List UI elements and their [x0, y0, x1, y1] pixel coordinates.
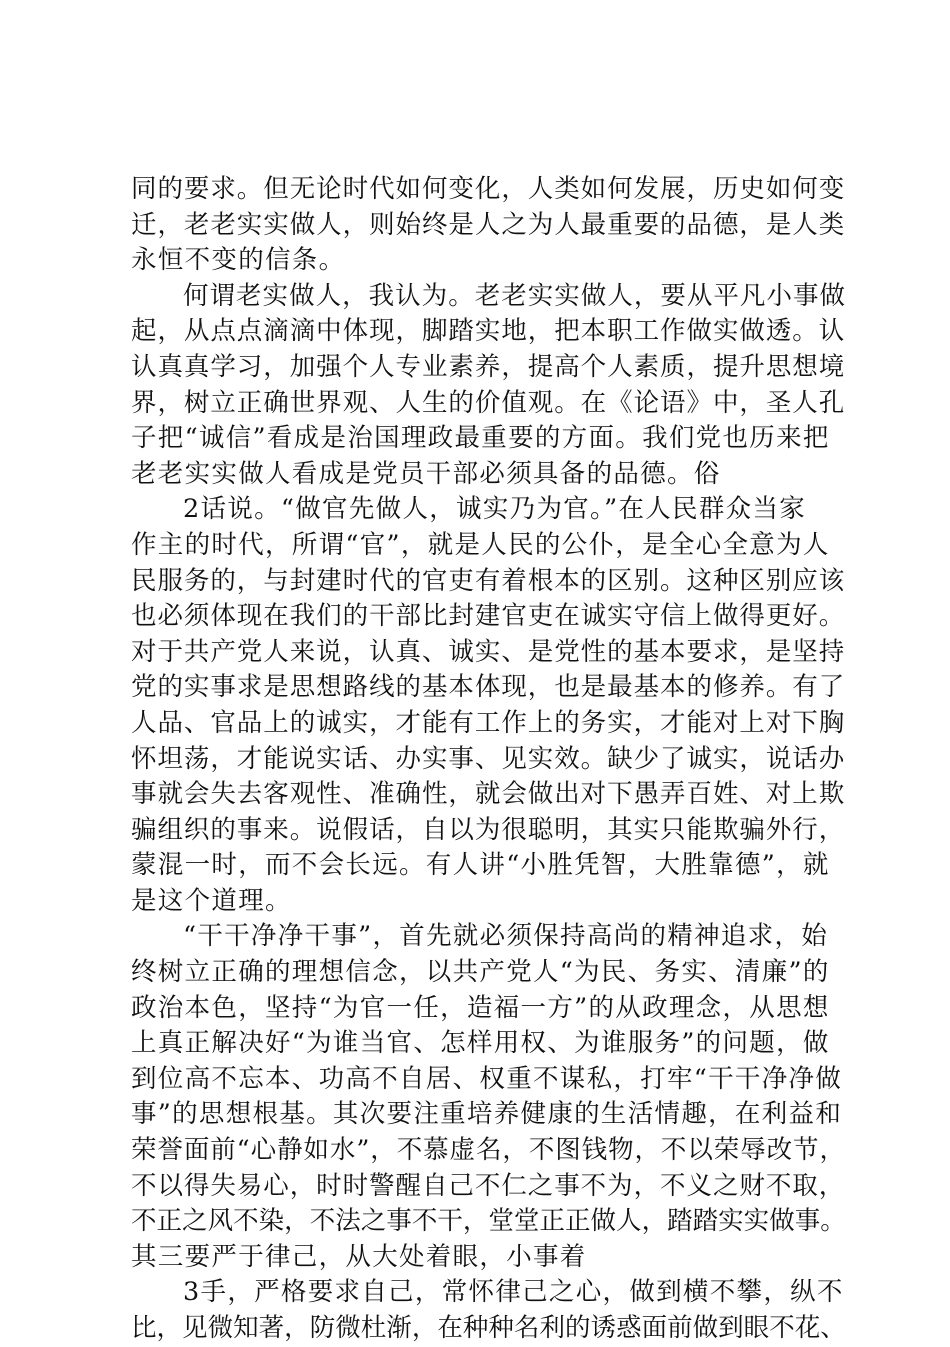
text-line: 3手，严格要求自己，常怀律己之心，做到横不攀，纵不 — [183, 1277, 844, 1308]
text-line: 界，树立正确世界观、人生的价值观。在《论语》中，圣人孔 — [131, 387, 846, 418]
text-line: 同的要求。但无论时代如何变化，人类如何发展，历史如何变 — [131, 174, 846, 204]
text-line: 终树立正确的理想信念，以共产党人“为民、务实、清廉”的 — [131, 957, 830, 988]
text-line: 政治本色，坚持“为官一任，造福一方”的从政理念，从思想 — [131, 992, 830, 1023]
text-line: 人品、官品上的诚实，才能有工作上的务实，才能对上对下胸 — [131, 707, 846, 738]
text-line: 不正之风不染，不法之事不干，堂堂正正做人，踏踏实实做事。 — [131, 1206, 846, 1237]
text-line: 对于共产党人来说，认真、诚实、是党性的基本要求，是坚持 — [131, 636, 846, 667]
text-line: 老老实实做人看成是党员干部必须具备的品德。俗 — [131, 458, 721, 489]
text-line: 骗组织的事来。说假话，自以为很聪明，其实只能欺骗外行， — [131, 814, 846, 845]
text-line: 蒙混一时，而不会长远。有人讲“小胜凭智，大胜靠德”，就 — [131, 850, 830, 881]
text-line: 比，见微知著，防微杜渐，在种种名利的诱惑面前做到眼不花、 — [131, 1313, 846, 1343]
text-line: 怀坦荡，才能说实话、办实事、见实效。缺少了诚实，说话办 — [131, 743, 846, 774]
body-text — [131, 172, 851, 1347]
text-line: 子把“诚信”看成是治国理政最重要的方面。我们党也历来把 — [131, 423, 830, 454]
text-line: 起，从点点滴滴中体现，脚踏实地，把本职工作做实做透。认 — [131, 316, 846, 347]
text-line: 认真真学习，加强个人专业素养，提高个人素质，提升思想境 — [131, 351, 846, 382]
text-line: 事就会失去客观性、准确性，就会做出对下愚弄百姓、对上欺 — [131, 779, 846, 810]
text-line: 何谓老实做人，我认为。老老实实做人，要从平凡小事做 — [183, 280, 847, 311]
text-line: 荣誉面前“心静如水”，不慕虚名，不图钱物，不以荣辱改节， — [131, 1135, 846, 1166]
text-line: 其三要严于律己，从大处着眼，小事着 — [131, 1241, 587, 1272]
text-line: 到位高不忘本、功高不自居、权重不谋私，打牢“干干净净做 — [131, 1063, 843, 1094]
text-line: 2话说。“做官先做人，诚实乃为官。”在人民群众当家 — [183, 494, 807, 525]
text-line: 迁，老老实实做人，则始终是人之为人最重要的品德，是人类 — [131, 209, 846, 240]
text-line: 民服务的，与封建时代的官吏有着根本的区别。这种区别应该 — [131, 565, 846, 596]
text-line: “干干净净干事”，首先就必须保持高尚的精神追求，始 — [183, 921, 829, 952]
text-line: 事”的思想根基。其次要注重培养健康的生活情趣，在利益和 — [131, 1099, 843, 1130]
text-line: 上真正解决好“为谁当官、怎样用权、为谁服务”的问题，做 — [131, 1028, 830, 1059]
text-line: 是这个道理。 — [131, 885, 292, 916]
text-line: 也必须体现在我们的干部比封建官吏在诚实守信上做得更好。 — [131, 601, 846, 632]
text-line: 党的实事求是思想路线的基本体现，也是最基本的修养。有了 — [131, 672, 846, 703]
text-line: 不以得失易心，时时警醒自己不仁之事不为，不义之财不取， — [131, 1170, 846, 1201]
text-line: 作主的时代，所谓“官”，就是人民的公仆，是全心全意为人 — [131, 529, 830, 560]
text-line: 永恒不变的信条。 — [131, 245, 346, 276]
